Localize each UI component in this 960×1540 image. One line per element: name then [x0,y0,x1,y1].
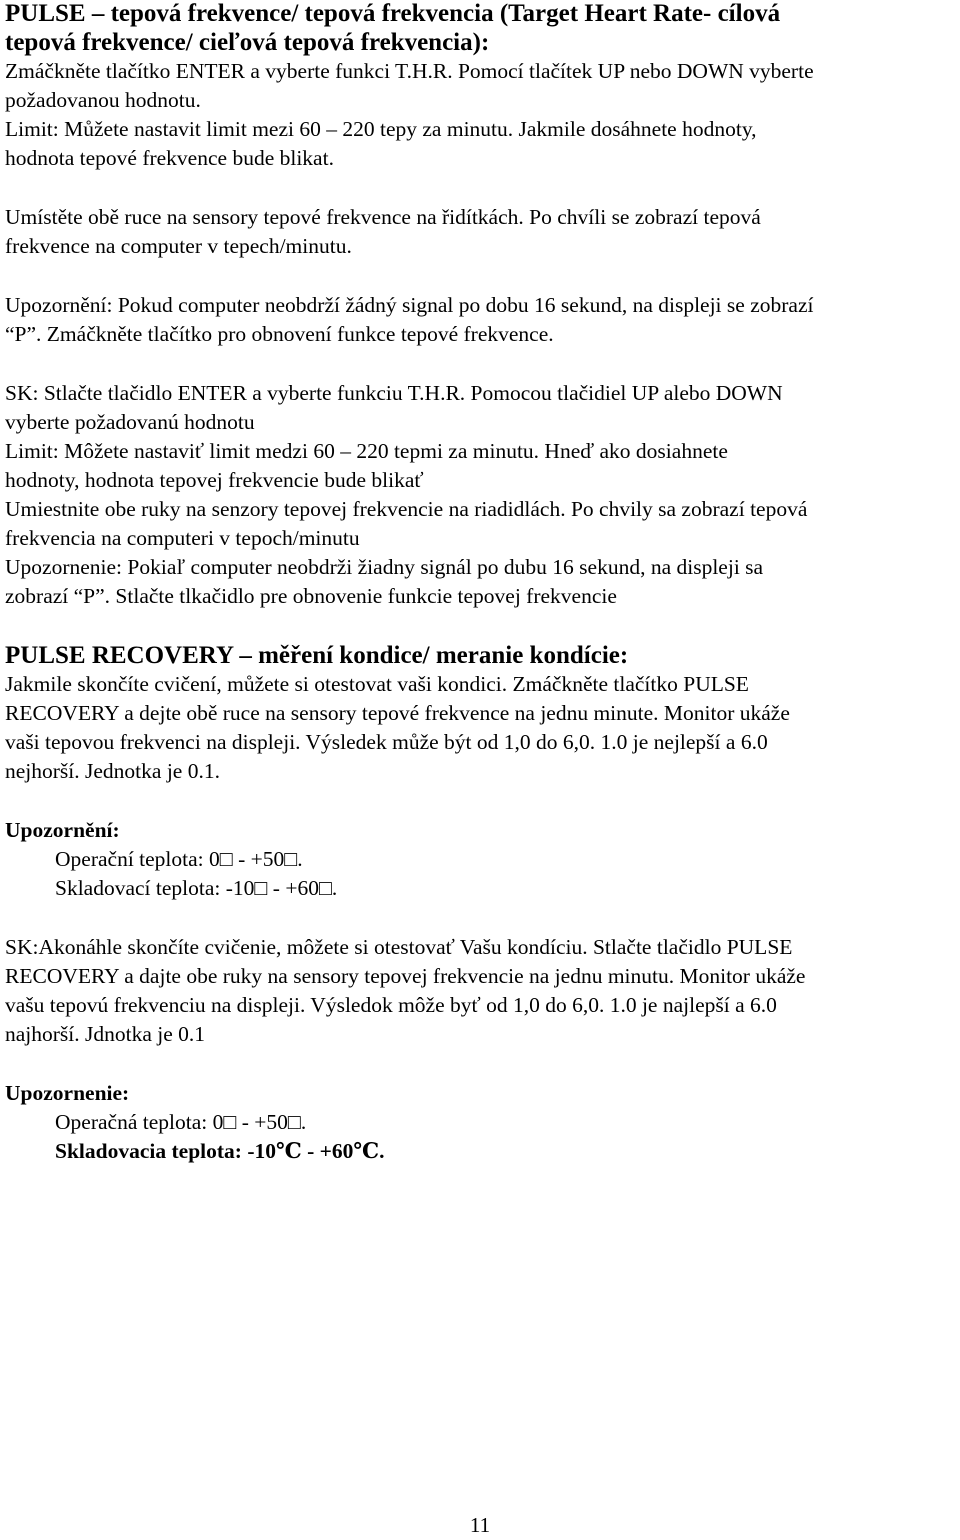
pulse-cz-line: požadovanou hodnotu. [5,88,201,112]
spacer [5,786,957,816]
pulse-cz-paragraph [5,57,957,173]
pulse-sensor-paragraph [5,203,957,261]
pulse-cz-line: hodnota tepové frekvence bude blikat. [5,146,334,170]
recovery-cz-line: nejhorší. Jednotka je 0.1. [5,759,220,783]
spacer [5,349,957,379]
recovery-sk-line: vašu tepovú frekvenciu na displeji. Výsledok môže byť od 1,0 do 6,0. 1.0 je najlepší a 6.0 [5,993,777,1017]
pulse-sk-line: vyberte požadovanú hodnotu [5,410,255,434]
recovery-sk-paragraph [5,933,957,1049]
recovery-heading: PULSE RECOVERY – měření kondice/ meranie kondície: [5,642,629,669]
pulse-sk-line: Upozornenie: Pokiaľ computer neobdrži žiadny signál po dubu 16 sekund, na displeji sa [5,555,764,579]
pulse-sk-line: frekvencia na computeri v tepoch/minutu [5,526,360,550]
pulse-sk-paragraph [5,379,957,611]
pulse-cz-line: Zmáčkněte tlačítko ENTER a vyberte funkci T.H.R. Pomocí tlačítek UP nebo DOWN vyberte [5,59,814,83]
pulse-sk-line: Umiestnite obe ruky na senzory tepovej frekvencie na riadidlách. Po chvily sa zobrazí tepová [5,497,808,521]
pulse-cz-line: Limit: Můžete nastavit limit mezi 60 – 220 tepy za minutu. Jakmile dosáhnete hodnoty, [5,117,757,141]
pulse-sk-line: zobrazí “P”. Stlačte tlkačidlo pre obnovenie funkcie tepovej frekvencie [5,584,617,608]
spacer [5,611,957,641]
recovery-cz-line: vaši tepovou frekvenci na displeji. Výsledek může být od 1,0 do 6,0. 1.0 je nejlepší a 6.0 [5,730,768,754]
recovery-sk-line: najhorší. Jdnotka je 0.1 [5,1022,206,1046]
recovery-cz-line: RECOVERY a dejte obě ruce na sensory tepové frekvence na jednu minute. Monitor ukáže [5,701,790,725]
pulse-title-line-2: tepová frekvence/ cieľová tepová frekvencia): [5,29,490,56]
document-page [5,0,957,1166]
pulse-sensor-line: frekvence na computer v tepech/minutu. [5,234,352,258]
pulse-warning-line: Upozornění: Pokud computer neobdrží žádný signal po dobu 16 sekund, na displeji se zobrazí [5,293,814,317]
pulse-sk-line: hodnoty, hodnota tepovej frekvencie bude blikať [5,468,424,492]
pulse-sk-line: SK: Stlačte tlačidlo ENTER a vyberte funkciu T.H.R. Pomocou tlačidiel UP alebo DOWN [5,381,783,405]
pulse-sk-line: Limit: Môžete nastaviť limit medzi 60 – 220 tepmi za minutu. Hneď ako dosiahnete [5,439,728,463]
recovery-cz-note [5,816,957,903]
recovery-cz-line: Jakmile skončíte cvičení, můžete si otestovat vaši kondici. Zmáčkněte tlačítko PULSE [5,672,749,696]
pulse-sensor-line: Umístěte obě ruce na sensory tepové frekvence na řidítkách. Po chvíli se zobrazí tepová [5,205,761,229]
pulse-warning-paragraph [5,291,957,349]
recovery-sk-note-heading: Upozornenie: [5,1081,130,1105]
pulse-warning-line: “P”. Zmáčkněte tlačítko pro obnovení funkce tepové frekvence. [5,322,554,346]
recovery-cz-note-heading: Upozornění: [5,818,120,842]
operating-temperature-sk: Operačná teplota: 0□ - +50□. [55,1110,307,1134]
storage-temperature-sk: Skladovacia teplota: -10℃ - +60℃. [55,1139,385,1163]
recovery-sk-note [5,1079,957,1166]
recovery-cz-paragraph [5,670,957,786]
recovery-sk-line: RECOVERY a dajte obe ruky na sensory tepovej frekvencie na jednu minutu. Monitor ukáže [5,964,806,988]
recovery-section [5,641,957,1166]
operating-temperature-cz: Operační teplota: 0□ - +50□. [55,847,303,871]
pulse-title-line-1: PULSE – tepová frekvence/ tepová frekvencia (Target Heart Rate- cílová [5,0,781,27]
spacer [5,1049,957,1079]
storage-temperature-cz: Skladovací teplota: -10□ - +60□. [55,876,338,900]
recovery-sk-line: SK:Akonáhle skončíte cvičenie, môžete si otestovať Vašu kondíciu. Stlačte tlačidlo PULSE [5,935,793,959]
spacer [5,173,957,203]
spacer [5,261,957,291]
pulse-section [5,0,957,611]
spacer [5,903,957,933]
page-number: 11 [469,1513,491,1537]
